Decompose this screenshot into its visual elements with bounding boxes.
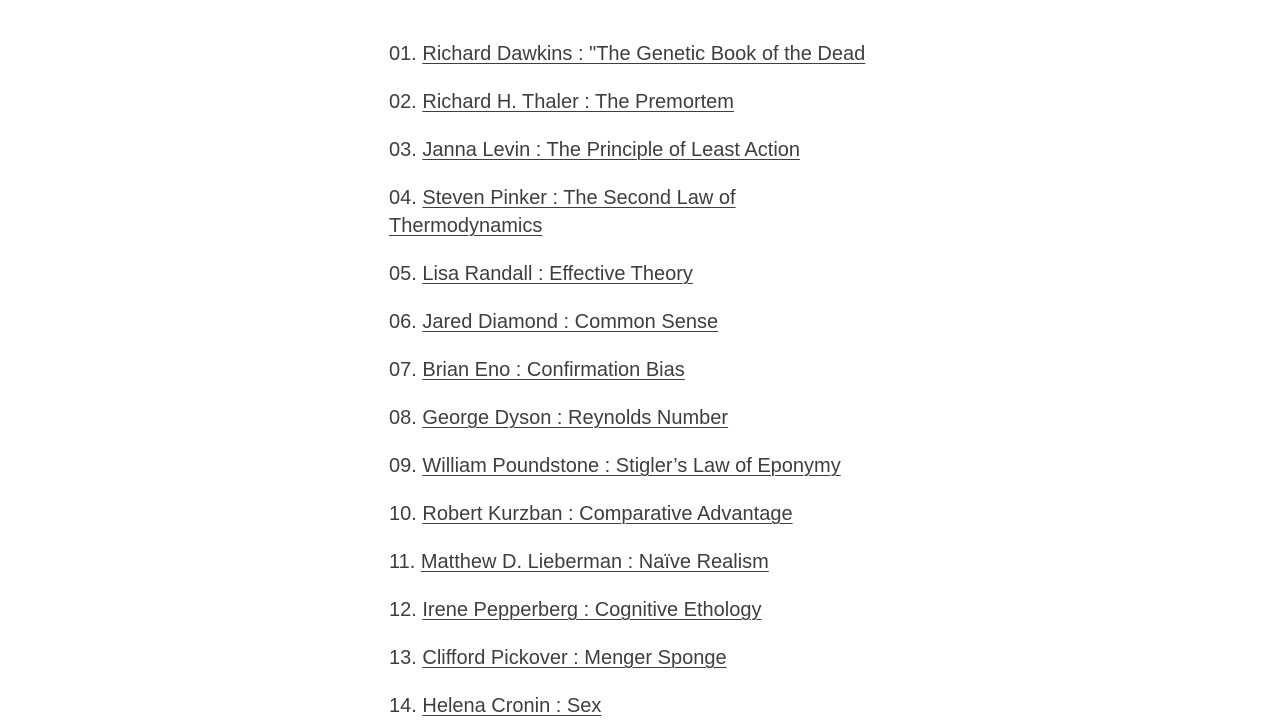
list-item bbox=[389, 308, 889, 336]
essay-link[interactable]: Helena Cronin : Sex bbox=[422, 695, 602, 717]
entry-number: 03. bbox=[389, 139, 417, 161]
list-item bbox=[389, 596, 889, 624]
list-item bbox=[389, 260, 889, 288]
essay-link[interactable]: George Dyson : Reynolds Number bbox=[422, 407, 729, 429]
essay-link[interactable]: Irene Pepperberg : Cognitive Ethology bbox=[422, 599, 762, 621]
entry-number: 02. bbox=[389, 91, 417, 113]
list-item bbox=[389, 548, 889, 576]
essay-link[interactable]: Clifford Pickover : Menger Sponge bbox=[422, 647, 727, 669]
entry-number: 10. bbox=[389, 503, 417, 525]
list-item bbox=[389, 184, 889, 240]
list-item bbox=[389, 500, 889, 528]
essay-link[interactable]: Jared Diamond : Common Sense bbox=[422, 311, 719, 333]
entry-number: 05. bbox=[389, 263, 417, 285]
list-item bbox=[389, 88, 889, 116]
entry-number: 04. bbox=[389, 187, 417, 209]
entry-number: 07. bbox=[389, 359, 417, 381]
essay-list bbox=[389, 40, 889, 720]
list-item bbox=[389, 356, 889, 384]
entry-number: 06. bbox=[389, 311, 417, 333]
entry-number: 12. bbox=[389, 599, 417, 621]
essay-link[interactable]: Richard Dawkins : "The Genetic Book of the Dead bbox=[422, 43, 866, 65]
essay-link[interactable]: Brian Eno : Confirmation Bias bbox=[422, 359, 685, 381]
list-item bbox=[389, 404, 889, 432]
entry-number: 11. bbox=[389, 551, 416, 573]
main-content bbox=[389, 0, 889, 720]
list-item bbox=[389, 452, 889, 480]
list-item bbox=[389, 40, 889, 68]
essay-link[interactable]: Steven Pinker : The Second Law of Thermodynamics bbox=[389, 187, 736, 237]
essay-link[interactable]: Lisa Randall : Effective Theory bbox=[422, 263, 693, 285]
list-item bbox=[389, 644, 889, 672]
entry-number: 14. bbox=[389, 695, 417, 717]
entry-number: 13. bbox=[389, 647, 417, 669]
essay-link[interactable]: Janna Levin : The Principle of Least Action bbox=[422, 139, 801, 161]
entry-number: 09. bbox=[389, 455, 417, 477]
essay-link[interactable]: William Poundstone : Stigler’s Law of Eponymy bbox=[422, 455, 841, 477]
essay-link[interactable]: Matthew D. Lieberman : Naïve Realism bbox=[420, 551, 769, 573]
entry-number: 08. bbox=[389, 407, 417, 429]
list-item bbox=[389, 136, 889, 164]
entry-number: 01. bbox=[389, 43, 417, 65]
list-item bbox=[389, 692, 889, 720]
essay-link[interactable]: Robert Kurzban : Comparative Advantage bbox=[422, 503, 793, 525]
essay-link[interactable]: Richard H. Thaler : The Premortem bbox=[422, 91, 734, 113]
